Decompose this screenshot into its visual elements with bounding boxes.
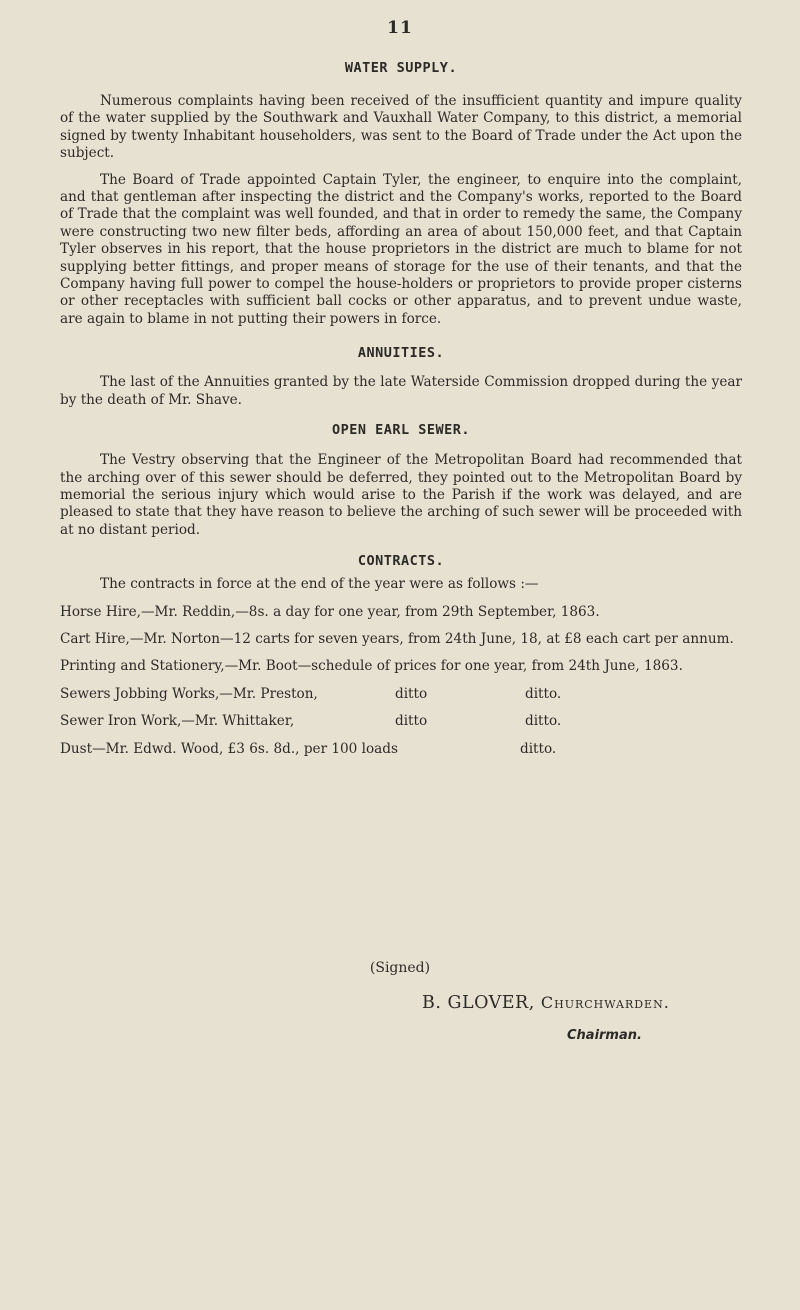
contract-sewers-jobbing <box>60 686 742 703</box>
signed-label: (Signed) <box>369 960 431 976</box>
signatory-title: Churchwarden. <box>540 993 670 1012</box>
paragraph-annuities: The last of the Annuities granted by the late Waterside Commission dropped during the year by the death of Mr. Shave. <box>60 374 742 408</box>
paragraph-water-complaints: Numerous complaints having been received of the insufficient quantity and impure quality of the water supplied by the Southwark and Vauxhall Water Company, to this district, a memorial signed by twenty Inhabitant householders, was sent to the Board of Trade under the Act upon the subject. <box>60 93 742 162</box>
heading-annuities: ANNUITIES. <box>357 345 445 362</box>
contract-dust-ditto: ditto. <box>520 740 557 757</box>
section-annuities <box>60 345 742 409</box>
contract-sewer-iron-ditto-1: ditto <box>395 713 428 730</box>
signature-line <box>422 993 670 1013</box>
paragraph-board-of-trade: The Board of Trade appointed Captain Tyler, the engineer, to enquire into the complaint, and that gentleman after inspecting the district and the Company's works, reported to the Board of Trade that the complaint was well founded, and that in order to remedy the same, the Company were constructing two new filter beds, affording an area of about 150,000 feet, and that Captain Tyler observes in his report, that the house proprietors in the district are much to blame for not supplying better fittings, and proper means of storage for the use of their tenants, and that the Company having full power to compel the house-holders or proprietors to provide proper cisterns or other receptacles with sufficient ball cocks or other apparatus, and to prevent undue waste, are again to blame in not putting their powers in force. <box>60 171 742 327</box>
heading-contracts: CONTRACTS. <box>357 553 445 570</box>
contract-cart-hire: Cart Hire,—Mr. Norton—12 carts for seven years, from 24th June, 18, at £8 each cart per annum. <box>60 630 734 647</box>
contract-dust-name: Dust—Mr. Edwd. Wood, £3 6s. 8d., per 100 loads <box>60 740 398 757</box>
contract-sewer-iron-name: Sewer Iron Work,—Mr. Whittaker, <box>60 713 295 730</box>
page-number: 11 <box>387 18 413 38</box>
contract-printing: Printing and Stationery,—Mr. Boot—schedule of prices for one year, from 24th June, 1863. <box>60 658 683 675</box>
contracts-intro: The contracts in force at the end of the year were as follows :— <box>100 576 539 593</box>
contract-sewers-jobbing-name: Sewers Jobbing Works,—Mr. Preston, <box>60 685 318 702</box>
section-water-supply <box>60 60 742 328</box>
contract-horse-hire: Horse Hire,—Mr. Reddin,—8s. a day for one year, from 29th September, 1863. <box>60 603 600 620</box>
contract-sewers-jobbing-ditto-2: ditto. <box>525 685 562 702</box>
contract-sewer-iron <box>60 713 742 730</box>
signatory-role: Chairman. <box>567 1028 642 1043</box>
page-content <box>60 60 742 758</box>
signatory-name: B. GLOVER, <box>422 993 535 1013</box>
contract-sewers-jobbing-ditto-1: ditto <box>395 685 428 702</box>
section-contracts <box>60 553 742 758</box>
heading-water-supply: WATER SUPPLY. <box>344 60 458 76</box>
paragraph-open-earl-sewer: The Vestry observing that the Engineer of the Metropolitan Board had recommended that the arching over of this sewer should be deferred, they pointed out to the Metropolitan Board by memorial the serious injury which would arise to the Parish if the work was delayed, and are pleased to state that they have reason to believe the arching of such sewer will be proceeded with at no distant period. <box>60 452 742 538</box>
contract-dust <box>60 741 742 758</box>
heading-open-earl-sewer: OPEN EARL SEWER. <box>331 422 471 439</box>
contract-sewer-iron-ditto-2: ditto. <box>525 713 562 730</box>
section-open-earl-sewer <box>60 422 742 539</box>
